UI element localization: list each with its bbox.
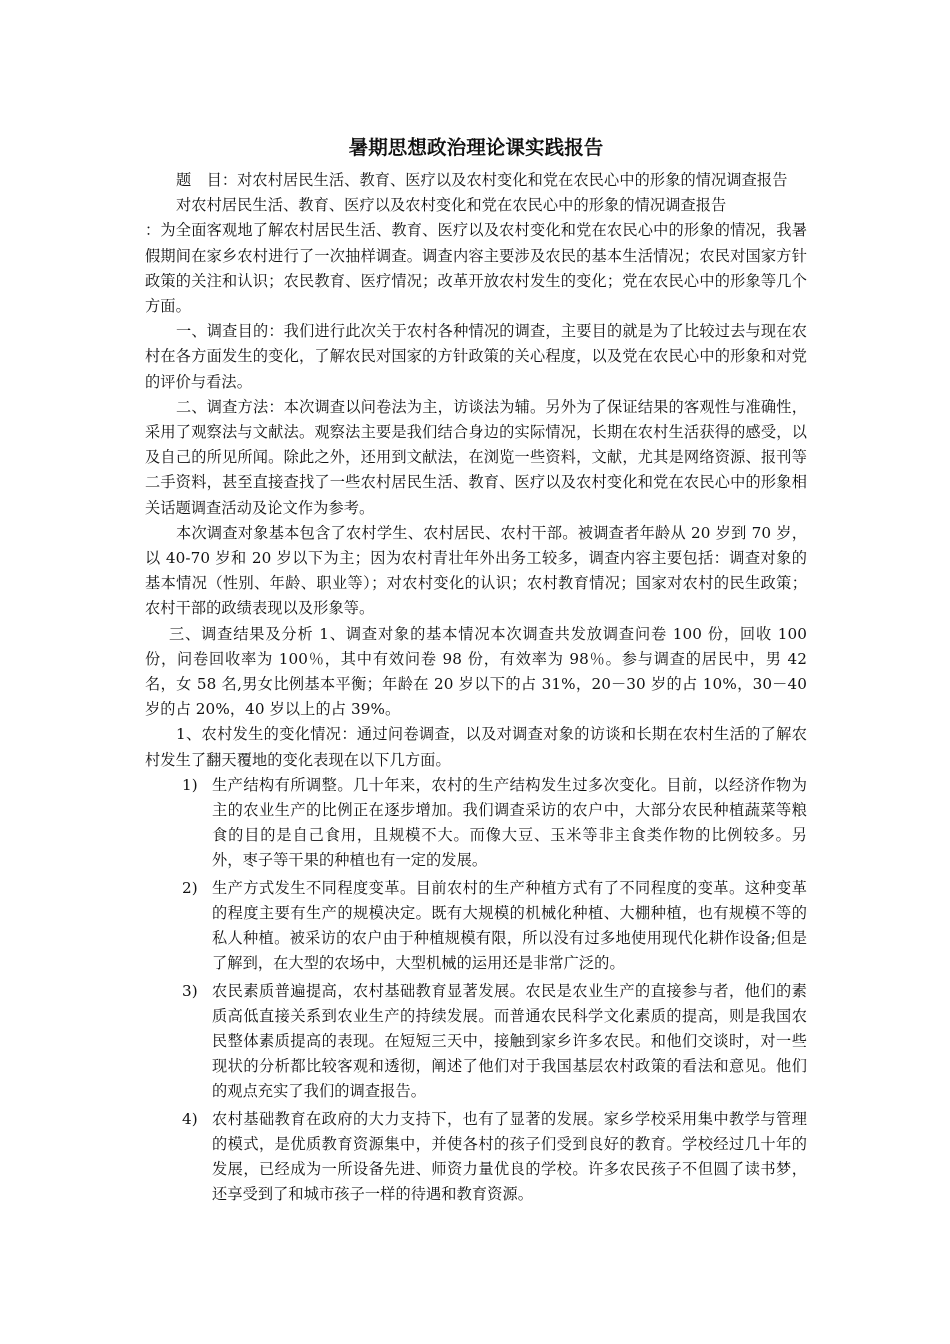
list-item-text: 生产结构有所调整。几十年来，农村的生产结构发生过多次变化。目前，以经济作物为主的农业生产的比例正在逐步增加。我们调查采访的农户中，大部分农民种植蔬菜等粮食的目的是自己食用，且规模不大。而像大豆、玉米等非主食类作物的比例较多。另外，枣子等干果的种植也有一定的发展。 [212,775,807,870]
list-item-text: 农民素质普遍提高，农村基础教育显著发展。农民是农业生产的直接参与者，他们的素质高低直接关系到农业生产的持续发展。而普通农民科学文化素质的提高，则是我国农民整体素质提高的表现。在短短三天中，接触到家乡许多农民。和他们交谈时，对一些现状的分析都比较客观和透彻，阐述了他们对于我国基层农村政策的看法和意见。他们的观点充实了我们的调查报告。 [212,981,807,1101]
section-purpose: 一、调查目的：我们进行此次关于农村各种情况的调查，主要目的就是为了比较过去与现在农村在各方面发生的变化，了解农民对国家的方针政策的关心程度，以及党在农民心中的形象和对党的评价与看法。 [145,322,807,391]
list-item-text: 农村基础教育在政府的大力支持下，也有了显著的发展。家乡学校采用集中教学与管理的模式，是优质教育资源集中，并使各村的孩子们受到良好的教育。学校经过几十年的发展，已经成为一所设备先进、师资力量优良的学校。许多农民孩子不但圆了读书梦，还享受到了和城市孩子一样的待遇和教育资源。 [212,1109,807,1204]
topic-line: 题 目：对农村居民生活、教育、医疗以及农村变化和党在农民心中的形象的情况调查报告 [176,171,788,189]
list-item [145,979,807,1105]
list-item-number: 2) [182,878,198,897]
document-title: 暑期思想政治理论课实践报告 [348,136,604,159]
document-page [145,134,807,1209]
report-subtitle: 对农村居民生活、教育、医疗以及农村变化和党在农民心中的形象的情况调查报告 [176,196,727,215]
section-subjects: 本次调查对象基本包含了农村学生、农村居民、农村干部。被调查者年龄从 20 岁到 70 岁，以 40-70 岁和 20 岁以下为主；因为农村青壮年外出务工较多，调查内容主要包括：调查对象的基本情况（性别、年龄、职业等）；对农村变化的认识；农村教育情况；国家对农村的民生政策；农村干部的政绩表现以及形象等。 [145,523,807,618]
section-changes: 1、农村发生的变化情况：通过问卷调查，以及对调查对象的访谈和长期在农村生活的了解农村发生了翻天覆地的变化表现在以下几方面。 [145,725,807,769]
list-item [145,1107,807,1208]
list-item-number: 1) [182,775,198,794]
section-results: 三、调查结果及分析 1、调查对象的基本情况本次调查共发放调查问卷 100 份，回收 100 份，问卷回收率为 100％，其中有效问卷 98 份，有效率为 98％。参与调查的居民中，男 42 名，女 58 名,男女比例基本平衡；年龄在 20 岁以下的占 31%，20－30 岁的占 10%，30－40 岁的占 20%，40 岁以上的占 39%。 [145,624,807,719]
changes-list [145,773,807,1207]
intro-paragraph: ：为全面客观地了解农村居民生活、教育、医疗以及农村变化和党在农民心中的形象的情况，我暑假期间在家乡农村进行了一次抽样调查。调查内容主要涉及农民的基本生活情况；农民对国家方针政策的关注和认识；农民教育、医疗情况；改革开放农村发生的变化；党在农民心中的形象等几个方面。 [145,221,807,316]
section-method: 二、调查方法：本次调查以问卷法为主，访谈法为辅。另外为了保证结果的客观性与准确性，采用了观察法与文献法。观察法主要是我们结合身边的实际情况，长期在农村生活获得的感受，以及自己的所见所闻。除此之外，还用到文献法，在浏览一些资料，文献，尤其是网络资源、报刊等二手资料，甚至直接查找了一些农村居民生活、教育、医疗以及农村变化和党在农民心中的形象相关话题调查活动及论文作为参考。 [145,397,807,517]
list-item-number: 4) [182,1109,198,1128]
list-item-number: 3) [182,981,198,1000]
list-item [145,876,807,977]
list-item [145,773,807,874]
list-item-text: 生产方式发生不同程度变革。目前农村的生产种植方式有了不同程度的变革。这种变革的程度主要有生产的规模决定。既有大规模的机械化种植、大棚种植，也有规模不等的私人种植。被采访的农户由于种植规模有限，所以没有过多地使用现代化耕作设备;但是了解到，在大型的农场中，大型机械的运用还是非常广泛的。 [212,878,807,973]
